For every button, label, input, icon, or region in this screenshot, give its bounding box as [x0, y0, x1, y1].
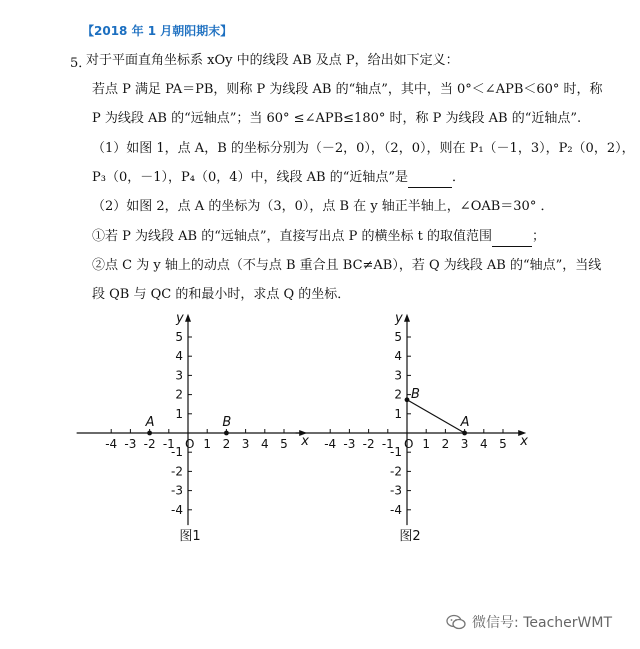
fig2-caption: 图2	[399, 529, 421, 544]
fig2-point-A	[462, 431, 467, 436]
fig2-y-label: y	[395, 310, 403, 326]
fig2-y-arrow	[404, 314, 410, 322]
problem-line-5-end: ．	[452, 170, 466, 185]
fig2-x-tick-label: 5	[499, 437, 507, 451]
fig1-point-B	[224, 431, 229, 436]
problem-line-3: P 为线段 AB 的“远轴点”；当 60° ≤∠APB≤180° 时，称 P 为线段 AB 的“近轴点”.	[92, 111, 582, 126]
watermark	[446, 612, 612, 632]
fig2-y-tick-label: 1	[394, 406, 402, 421]
fig1-y-tick-label: 1	[175, 406, 183, 421]
problem-number: 5．	[70, 56, 92, 71]
fig1-x-tick-label: 4	[260, 437, 269, 451]
fig1-x-tick-label: 2	[222, 437, 231, 451]
fig1-x-tick-label: 5	[280, 437, 288, 451]
fig1-y-tick-label: 4	[175, 349, 183, 364]
fig1-y-tick-label: 2	[175, 387, 183, 402]
fig1-x-tick-label: 3	[241, 437, 250, 451]
fig1-x-tick-label: -2	[143, 437, 156, 451]
source-tag: 【2018 年 1 月朝阳期末】	[82, 24, 233, 38]
fig2-point-label-B: B	[411, 386, 420, 402]
fig2-segment-AB	[407, 400, 465, 433]
fig2-y-tick-label: 4	[394, 349, 402, 364]
problem-line-6: （2）如图 2，点 A 的坐标为（3，0），点 B 在 y 轴正半轴上，∠OAB＝30° ．	[92, 199, 554, 214]
fig1-x-tick-label: 1	[203, 437, 212, 451]
fig1-caption: 图1	[179, 529, 201, 544]
fig2-y-tick-label: 5	[394, 330, 402, 344]
fig2-x-label: x	[520, 434, 528, 449]
figure-2	[296, 311, 529, 544]
fig1-x-tick-label: -4	[105, 437, 118, 451]
fig1-origin-label: O	[185, 437, 195, 451]
problem-line-1: 对于平面直角坐标系 xOy 中的线段 AB 及点 P，给出如下定义：	[86, 53, 459, 68]
fig1-y-arrow	[185, 314, 191, 322]
problem-line-8: ②点 C 为 y 轴上的动点（不与点 B 重合且 BC≠AB），若 Q 为线段 AB 的“轴点”，当线	[92, 258, 602, 273]
fig2-y-tick-label: 3	[394, 368, 402, 383]
fig2-x-tick-label: 2	[441, 437, 450, 451]
fig1-y-label: y	[176, 310, 184, 326]
fig1-x-label: x	[301, 434, 309, 449]
fig2-y-tick-label: -2	[390, 464, 402, 479]
fig2-x-tick-label: 3	[460, 437, 469, 451]
fig2-point-B	[405, 397, 410, 402]
fig1-y-tick-label: -1	[171, 445, 183, 460]
wechat-icon	[446, 614, 466, 630]
fig2-y-tick-label: -1	[390, 445, 402, 460]
fig2-point-label-A: A	[460, 415, 470, 430]
fig1-point-A	[147, 431, 152, 436]
fig1-x-tick-label: -3	[124, 437, 137, 451]
fig2-x-tick-label: -4	[324, 437, 337, 451]
figure-1	[77, 311, 310, 544]
fig1-y-tick-label: -2	[171, 464, 183, 479]
problem-line-4: （1）如图 1，点 A，B 的坐标分别为（－2，0），（2，0），则在 P₁（－1，3），P₂（0，2），	[92, 141, 635, 156]
fig1-y-tick-label: -3	[171, 483, 183, 498]
watermark-text: 微信号: TeacherWMT	[472, 615, 612, 631]
fig2-y-tick-label: -4	[390, 502, 402, 517]
fig1-point-label-B: B	[222, 415, 232, 430]
problem-line-2: 若点 P 满足 PA＝PB，则称 P 为线段 AB 的“轴点”，其中，当 0°＜∠APB＜60° 时，称	[92, 82, 603, 97]
fig1-y-tick-label: 5	[175, 330, 183, 344]
fig1-y-tick-label: 3	[175, 368, 183, 383]
fig2-y-tick-label: -3	[390, 483, 402, 498]
problem-line-5-text: P₃（0，－1），P₄（0，4）中，线段 AB 的“近轴点”是	[92, 170, 408, 185]
problem-line-7-text: ①若 P 为线段 AB 的“远轴点”，直接写出点 P 的横坐标 t 的取值范围	[92, 229, 493, 244]
fig2-x-tick-label: -1	[381, 437, 394, 451]
fig2-origin-label: O	[404, 437, 414, 451]
problem-line-9: 段 QB 与 QC 的和最小时，求点 Q 的坐标．	[92, 287, 351, 302]
fig2-x-tick-label: -3	[343, 437, 356, 451]
fig2-y-tick-label: 2	[394, 387, 402, 402]
fig1-x-tick-label: -1	[162, 437, 175, 451]
problem-line-7-end: ；	[532, 229, 546, 244]
fig2-x-tick-label: -2	[362, 437, 375, 451]
fig1-y-tick-label: -4	[171, 502, 183, 517]
fig1-point-label-A: A	[145, 415, 155, 430]
fig2-x-tick-label: 1	[422, 437, 431, 451]
fig2-x-tick-label: 4	[479, 437, 488, 451]
